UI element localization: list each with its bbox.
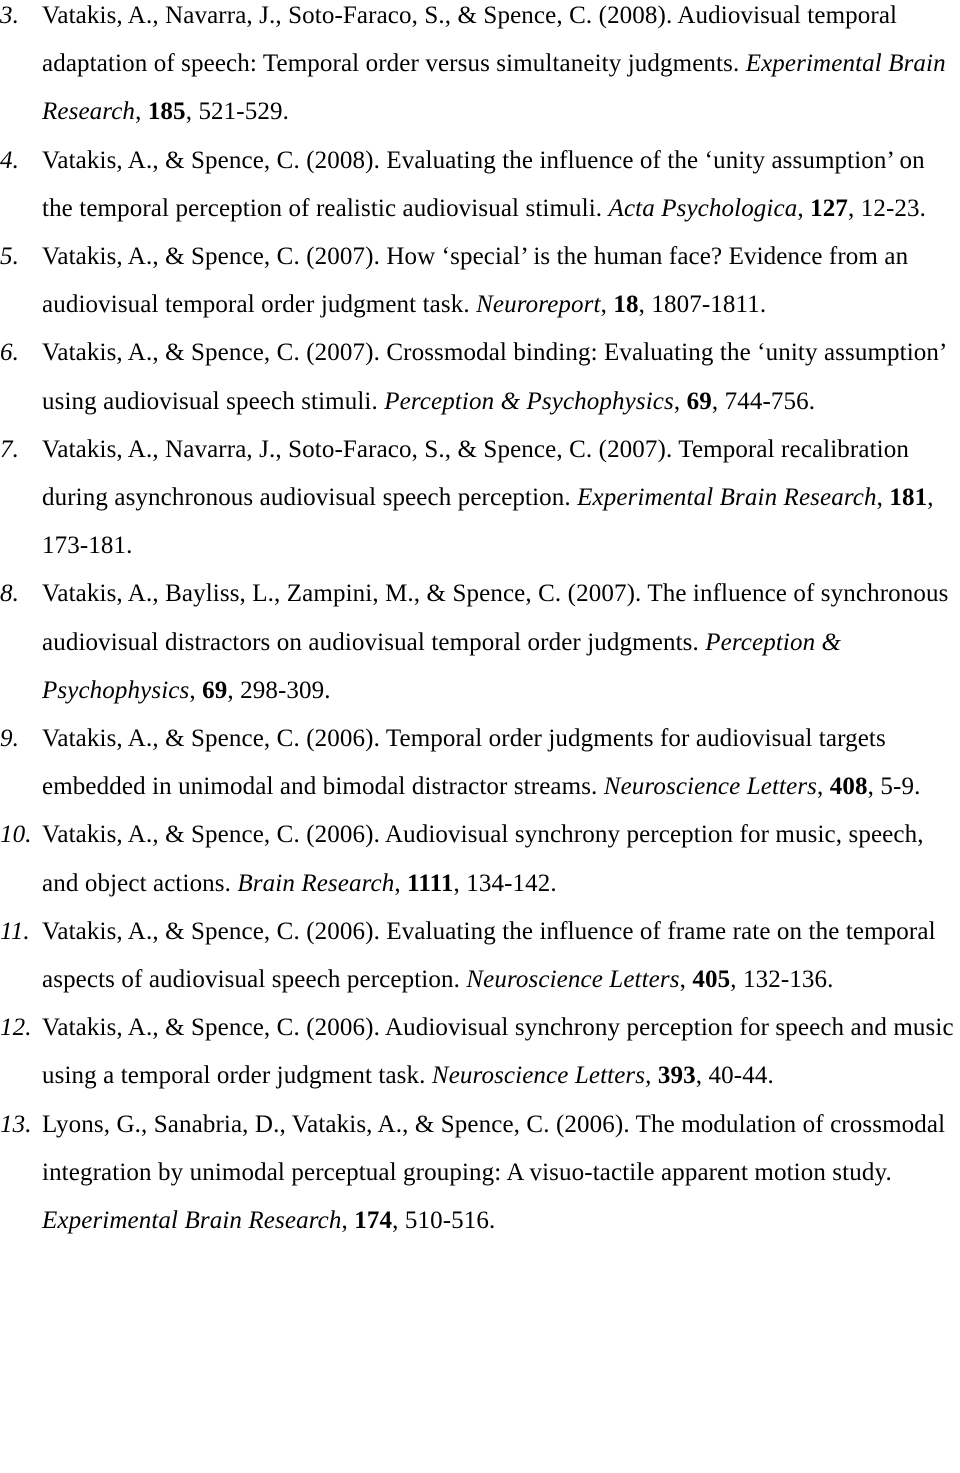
- reference-authors: Vatakis, A., & Spence, C. (2007).: [42, 339, 380, 367]
- reference-volume: 127: [810, 194, 848, 222]
- reference-title: The influence of synchronous audiovisual distractors on audiovisual temporal order judgments.: [42, 580, 949, 656]
- reference-number: 9.: [0, 725, 19, 753]
- reference-item: 10. Vatakis, A., & Spence, C. (2006). Audiovisual synchrony perception for music, speech, and object actions. Brain Research, 1111, 134-142.: [0, 811, 960, 907]
- reference-pages: 510-516.: [404, 1207, 496, 1235]
- reference-item: 13. Lyons, G., Sanabria, D., Vatakis, A., & Spence, C. (2006). The modulation of crossmodal integration by unimodal perceptual grouping: A visuo-tactile apparent motion study. Experimental Brain Research, 174, 510-516.: [0, 1101, 960, 1246]
- reference-number: 8.: [0, 580, 19, 608]
- reference-journal: Experimental Brain Research: [42, 50, 946, 126]
- reference-item: 8. Vatakis, A., Bayliss, L., Zampini, M., & Spence, C. (2007). The influence of synchronous audiovisual distractors on audiovisual temporal order judgments. Perception & Psychophysics, 69, 298-309.: [0, 570, 960, 715]
- reference-journal: Brain Research: [237, 869, 395, 897]
- reference-title: Temporal order judgments for audiovisual targets embedded in unimodal and bimodal distractor streams.: [42, 725, 886, 801]
- reference-item: 4. Vatakis, A., & Spence, C. (2008). Evaluating the influence of the ‘unity assumption’ on the temporal perception of realistic audiovisual stimuli. Acta Psychologica, 127, 12-23.: [0, 137, 960, 233]
- reference-authors: Vatakis, A., & Spence, C. (2008).: [42, 146, 380, 174]
- reference-pages: 298-309.: [240, 676, 331, 704]
- reference-volume: 174: [354, 1207, 393, 1235]
- reference-authors: Lyons, G., Sanabria, D., Vatakis, A., & Spence, C. (2006).: [42, 1110, 630, 1138]
- reference-journal: Neuroscience Letters: [603, 773, 818, 801]
- reference-number: 12.: [0, 1014, 32, 1042]
- reference-number: 5.: [0, 243, 19, 271]
- reference-authors: Vatakis, A., & Spence, C. (2006).: [42, 1014, 380, 1042]
- reference-pages: 132-136.: [742, 966, 834, 994]
- reference-number: 13.: [0, 1110, 32, 1138]
- reference-volume: 1111: [407, 869, 454, 897]
- reference-journal: Neuroscience Letters: [466, 966, 680, 994]
- reference-volume: 185: [147, 98, 186, 126]
- reference-volume: 393: [657, 1062, 696, 1090]
- reference-item: 12. Vatakis, A., & Spence, C. (2006). Audiovisual synchrony perception for speech and music using a temporal order judgment task. Neuroscience Letters, 393, 40-44.: [0, 1004, 960, 1100]
- reference-volume: 405: [692, 966, 731, 994]
- reference-title: Evaluating the influence of the ‘unity assumption’ on the temporal perception of realistic audiovisual stimuli.: [42, 146, 925, 222]
- reference-authors: Vatakis, A., & Spence, C. (2006).: [42, 725, 380, 753]
- reference-authors: Vatakis, A., & Spence, C. (2007).: [42, 243, 380, 271]
- reference-pages: 134-142.: [466, 869, 557, 897]
- reference-volume: 69: [686, 387, 712, 415]
- reference-volume: 18: [613, 291, 639, 319]
- reference-item: 7. Vatakis, A., Navarra, J., Soto-Faraco, S., & Spence, C. (2007). Temporal recalibration during asynchronous audiovisual speech perception. Experimental Brain Research, 181, 173-181.: [0, 426, 960, 571]
- reference-number: 11.: [0, 917, 30, 945]
- reference-journal: Perception & Psychophysics: [42, 628, 842, 704]
- reference-title: Audiovisual synchrony perception for music, speech, and object actions.: [42, 821, 924, 897]
- reference-journal: Neuroreport: [476, 291, 601, 319]
- reference-authors: Vatakis, A., Navarra, J., Soto-Faraco, S., & Spence, C. (2008).: [42, 2, 673, 29]
- reference-title: Audiovisual temporal adaptation of speech: Temporal order versus simultaneity judgments.: [42, 2, 898, 78]
- reference-journal: Perception & Psychophysics: [384, 387, 674, 415]
- reference-journal: Experimental Brain Research: [577, 484, 877, 512]
- reference-pages: 521-529.: [198, 98, 289, 126]
- reference-title: Crossmodal binding: Evaluating the ‘unity assumption’ using audiovisual speech stimuli.: [42, 339, 946, 415]
- reference-volume: 69: [202, 676, 228, 704]
- reference-title: Temporal recalibration during asynchronous audiovisual speech perception.: [42, 435, 909, 512]
- reference-number: 4.: [0, 146, 19, 174]
- reference-item: 3. Vatakis, A., Navarra, J., Soto-Faraco, S., & Spence, C. (2008). Audiovisual temporal adaptation of speech: Temporal order versus simultaneity judgments. Experimental Brain Research, 185, 521-529.: [0, 0, 960, 137]
- reference-journal: Experimental Brain Research: [42, 1207, 342, 1235]
- reference-volume: 181: [889, 484, 928, 512]
- reference-authors: Vatakis, A., & Spence, C. (2006).: [42, 917, 380, 945]
- reference-number: 10.: [0, 821, 32, 849]
- reference-journal: Acta Psychologica: [608, 194, 798, 222]
- reference-authors: Vatakis, A., Bayliss, L., Zampini, M., & Spence, C. (2007).: [42, 580, 642, 608]
- reference-pages: 5-9.: [880, 773, 921, 801]
- reference-number: 3.: [0, 2, 19, 29]
- reference-authors: Vatakis, A., Navarra, J., Soto-Faraco, S., & Spence, C. (2007).: [42, 435, 673, 463]
- reference-journal: Neuroscience Letters: [431, 1062, 646, 1090]
- reference-item: 5. Vatakis, A., & Spence, C. (2007). How ‘special’ is the human face? Evidence from an audiovisual temporal order judgment task. Neuroreport, 18, 1807-1811.: [0, 233, 960, 329]
- reference-pages: 744-756.: [724, 387, 816, 415]
- reference-item: 9. Vatakis, A., & Spence, C. (2006). Temporal order judgments for audiovisual targets embedded in unimodal and bimodal distractor streams. Neuroscience Letters, 408, 5-9.: [0, 715, 960, 811]
- reference-title: Evaluating the influence of frame rate on the temporal aspects of audiovisual speech perception.: [42, 917, 936, 994]
- reference-title: The modulation of crossmodal integration by unimodal perceptual grouping: A visuo-tactile apparent motion study.: [42, 1110, 946, 1186]
- reference-pages: 12-23.: [860, 194, 927, 222]
- reference-title: How ‘special’ is the human face? Evidence from an audiovisual temporal order judgment task.: [42, 243, 909, 319]
- reference-title: Audiovisual synchrony perception for speech and music using a temporal order judgment task.: [42, 1014, 954, 1090]
- reference-number: 6.: [0, 339, 19, 367]
- reference-pages: 40-44.: [708, 1062, 774, 1090]
- reference-item: 6. Vatakis, A., & Spence, C. (2007). Crossmodal binding: Evaluating the ‘unity assumption’ using audiovisual speech stimuli. Perception & Psychophysics, 69, 744-756.: [0, 329, 960, 425]
- reference-authors: Vatakis, A., & Spence, C. (2006).: [42, 821, 380, 849]
- reference-pages: 1807-1811.: [651, 291, 767, 319]
- reference-number: 7.: [0, 435, 19, 463]
- reference-volume: 408: [829, 773, 868, 801]
- reference-item: 11. Vatakis, A., & Spence, C. (2006). Evaluating the influence of frame rate on the temporal aspects of audiovisual speech perception. Neuroscience Letters, 405, 132-136.: [0, 908, 960, 1004]
- reference-pages: 173-181.: [42, 532, 133, 560]
